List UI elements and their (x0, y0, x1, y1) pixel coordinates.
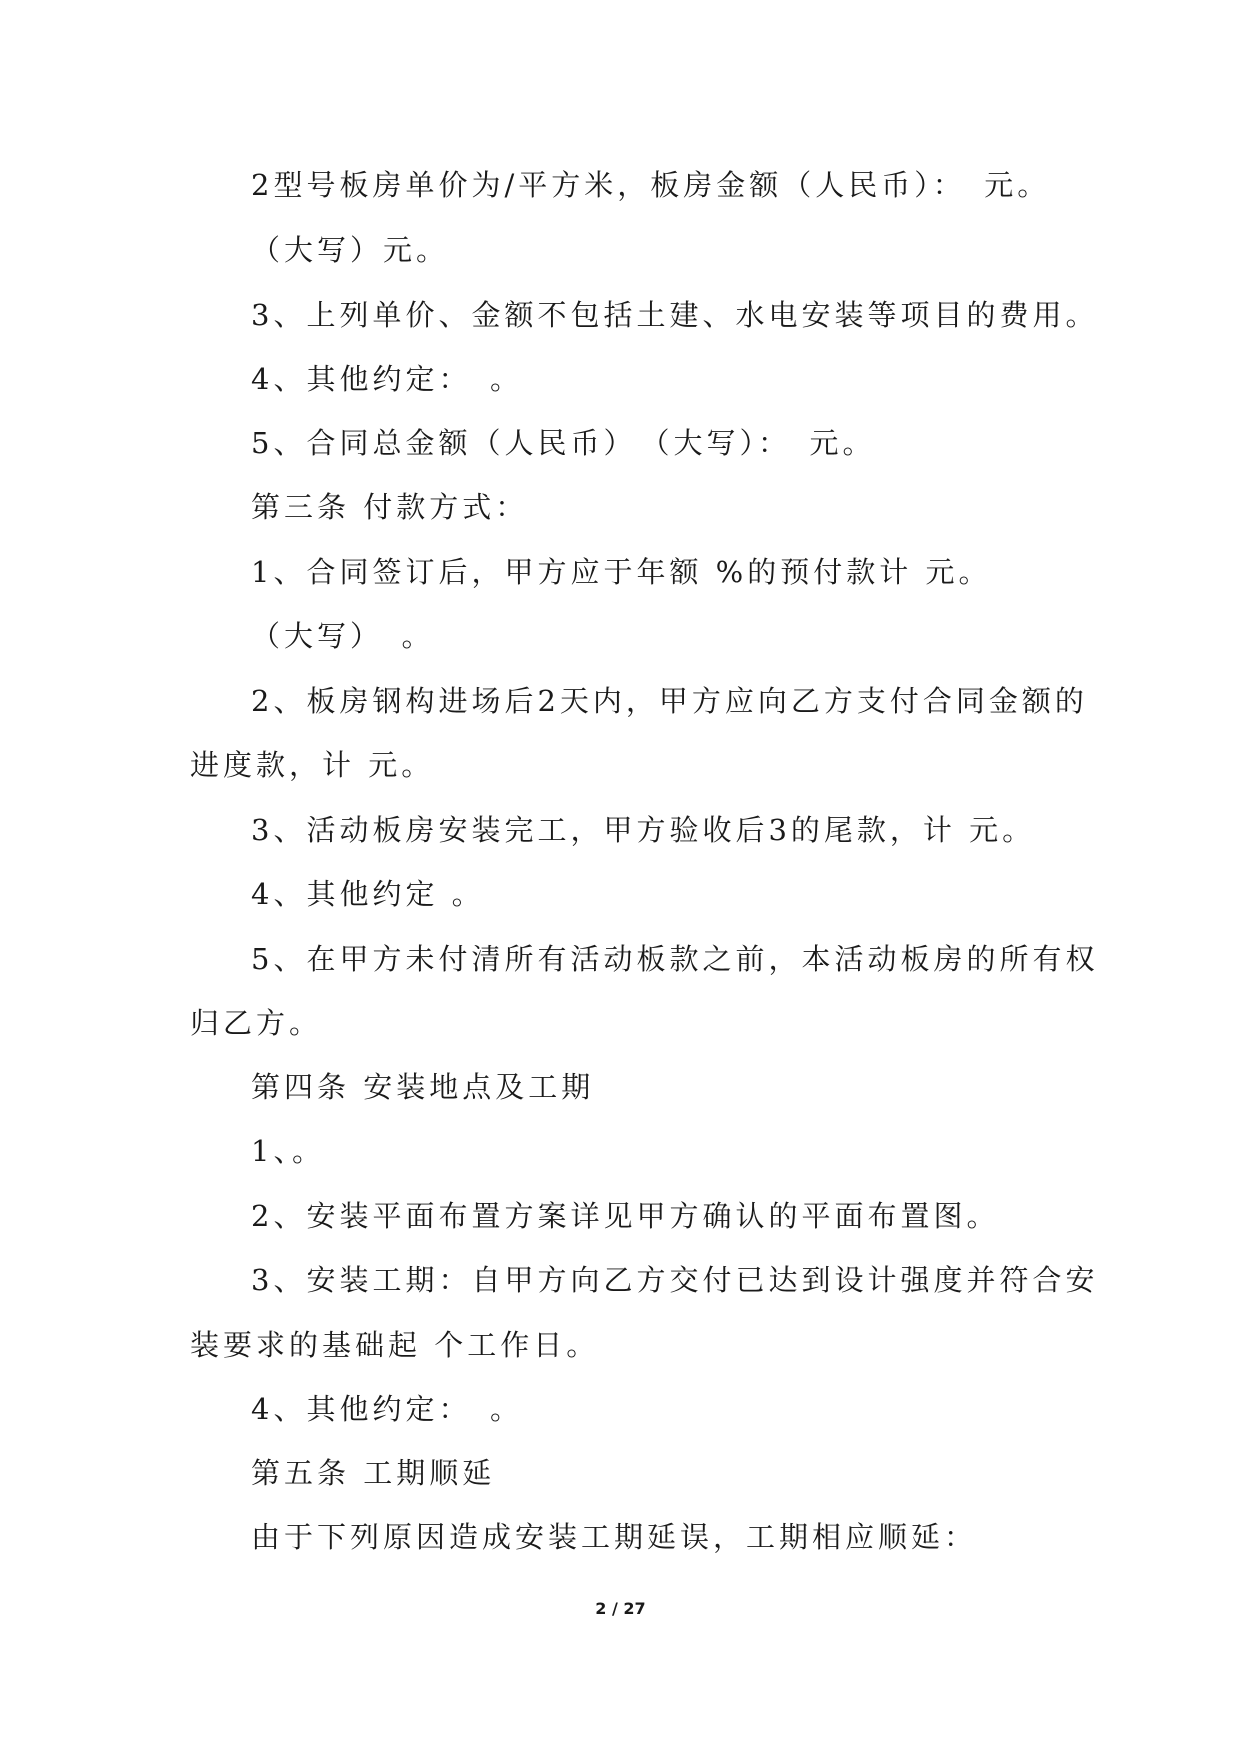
paragraph-location: 1、。 (251, 1134, 325, 1168)
section-heading-payment: 第三条 付款方式： (251, 490, 529, 524)
paragraph-final-payment: 3、活动板房安装完工，甲方验收后3的尾款，计 元。 (251, 813, 1036, 847)
paragraph-contract-total: 5、合同总金额（人民币） （大写）： 元。 (251, 426, 876, 460)
paragraph-other-terms: 4、其他约定： 。 (251, 362, 523, 396)
paragraph-amount-in-words: （大写）元。 (251, 233, 450, 267)
paragraph-schedule: 3、安装工期：自甲方向乙方交付已达到设计强度并符合安 (251, 1263, 1099, 1297)
paragraph-prepayment: 1、合同签订后，甲方应于年额 %的预付款计 元。 (251, 555, 992, 589)
paragraph-schedule-cont: 装要求的基础起 个工作日。 (190, 1328, 600, 1362)
paragraph-layout-plan: 2、安装平面布置方案详见甲方确认的平面布置图。 (251, 1199, 1000, 1233)
paragraph-other-terms-2: 4、其他约定 。 (251, 877, 485, 911)
paragraph-ownership-cont: 归乙方。 (190, 1006, 323, 1040)
paragraph-progress-payment: 2、板房钢构进场后2天内，甲方应向乙方支付合同金额的 (251, 684, 1088, 718)
paragraph-extension-reasons: 由于下列原因造成安装工期延误，工期相应顺延： (251, 1520, 978, 1554)
paragraph-other-terms-3: 4、其他约定： 。 (251, 1392, 523, 1426)
paragraph-progress-payment-cont: 进度款，计 元。 (190, 748, 435, 782)
page-number: 2 / 27 (595, 1599, 646, 1618)
paragraph-prepayment-words: （大写） 。 (251, 619, 435, 653)
paragraph-price-exclusions: 3、上列单价、金额不包括土建、水电安装等项目的费用。 (251, 298, 1099, 332)
paragraph-ownership: 5、在甲方未付清所有活动板款之前，本活动板房的所有权 (251, 942, 1099, 976)
section-heading-extension: 第五条 工期顺延 (251, 1456, 496, 1490)
section-heading-location: 第四条 安装地点及工期 (251, 1070, 595, 1104)
paragraph-unit-price: 2型号板房单价为/平方米，板房金额（人民币）： 元。 (251, 168, 1051, 202)
